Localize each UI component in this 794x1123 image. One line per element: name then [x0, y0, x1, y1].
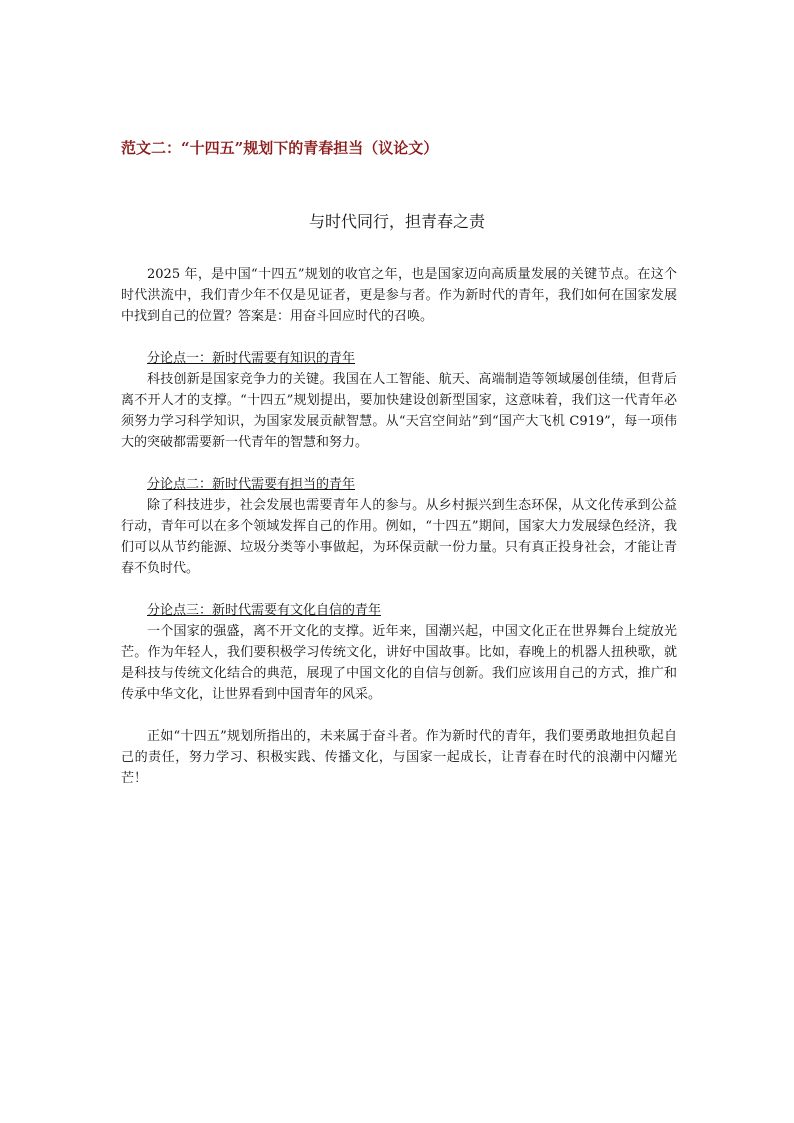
- paragraph-gap: [121, 579, 677, 600]
- conclusion-paragraph: 正如“十四五”规划所指出的，未来属于奋斗者。作为新时代的青年，我们要勇敢地担负起自己的责任，努力学习、积极实践、传播文化，与国家一起成长，让青春在时代的浪潮中闪耀光芒！: [121, 729, 677, 786]
- section-3-subhead: 分论点三：新时代需要有文化自信的青年: [147, 603, 382, 618]
- paragraph-gap: [121, 327, 677, 348]
- paragraph-gap: [121, 453, 677, 474]
- essay-title: 与时代同行，担青春之责: [308, 212, 485, 231]
- section-2-text: 除了科技进步，社会发展也需要青年人的参与。从乡村振兴到生态环保，从文化传承到公益行动，青年可以在多个领域发挥自己的作用。例如，“十四五”期间，国家大力发展绿色经济，我们可以从节约能源、垃圾分类等小事做起，为环保贡献一份力量。只有真正投身社会，才能让青春不负时代。: [121, 498, 677, 576]
- section-3-text: 一个国家的强盛，离不开文化的支撑。近年来，国潮兴起，中国文化正在世界舞台上绽放光芒。作为年轻人，我们要积极学习传统文化，讲好中国故事。比如，春晚上的机器人扭秧歌，就是科技与传统文化结合的典范，展现了中国文化的自信与创新。我们应该用自己的方式，推广和传承中华文化，让世界看到中国青年的风采。: [121, 624, 677, 702]
- section-1-text: 科技创新是国家竞争力的关键。我国在人工智能、航天、高端制造等领域屡创佳绩，但背后离不开人才的支撑。“十四五”规划提出，要加快建设创新型国家，这意味着，我们这一代青年必须努力学习科学知识，为国家发展贡献智慧。从“天宫空间站”到“国产大飞机 C919”，每一项伟大的突破都需要新一代青年的智慧和努力。: [121, 372, 677, 450]
- paragraph-gap: [121, 705, 677, 726]
- essay-body: [121, 264, 677, 789]
- section-1-subhead: 分论点一：新时代需要有知识的青年: [147, 351, 356, 366]
- essay-heading: 范文二：“十四五”规划下的青春担当（议论文）: [121, 139, 439, 157]
- section-2-subhead: 分论点二：新时代需要有担当的青年: [147, 477, 356, 492]
- intro-paragraph: 2025 年，是中国“十四五”规划的收官之年，也是国家迈向高质量发展的关键节点。在这个时代洪流中，我们青少年不仅是见证者，更是参与者。作为新时代的青年，我们如何在国家发展中找到自己的位置？答案是：用奋斗回应时代的召唤。: [121, 267, 677, 324]
